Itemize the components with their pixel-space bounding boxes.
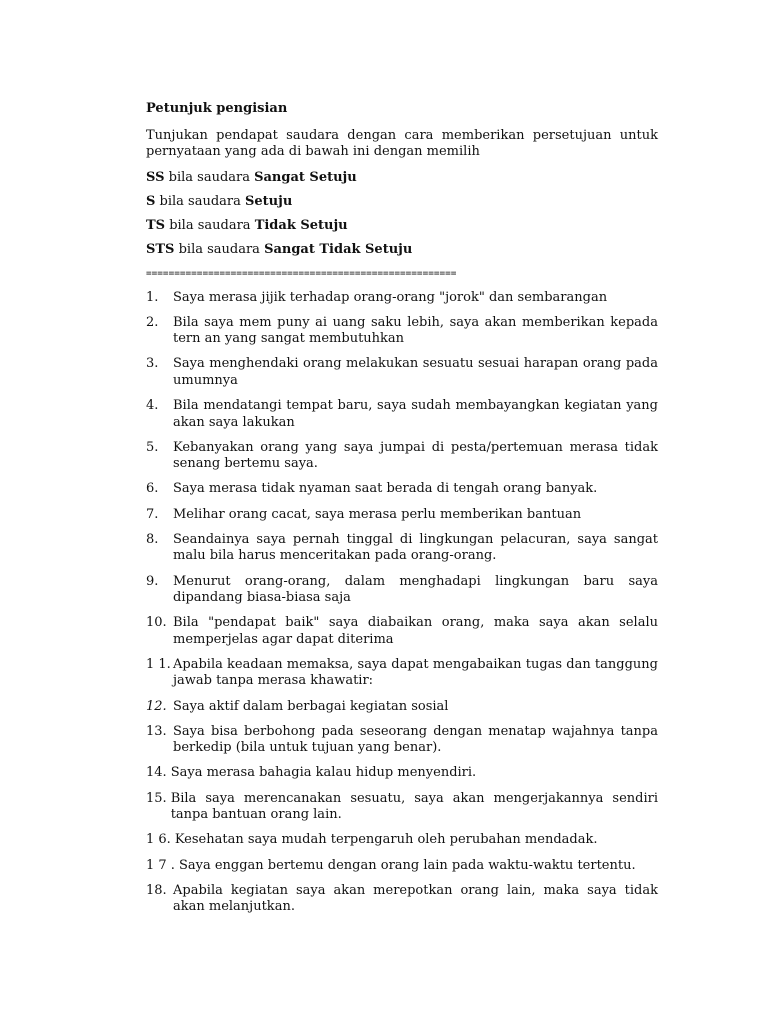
scale-mid: bila saudara xyxy=(155,193,246,209)
item-text: Menurut orang-orang, dalam menghadapi lingkungan baru saya dipandang biasa-biasa saja xyxy=(173,573,658,605)
scale-mid: bila saudara xyxy=(174,241,265,257)
scale-code: TS xyxy=(146,217,166,233)
list-item xyxy=(146,883,658,916)
scale-code: S xyxy=(146,193,156,209)
scale-label: Sangat Tidak Setuju xyxy=(264,241,413,257)
item-number: 1 1. xyxy=(146,656,171,672)
item-text: Seandainya saya pernah tinggal di lingkungan pelacuran, saya sangat malu bila harus menceritakan pada orang-orang. xyxy=(173,531,658,564)
scale-ss xyxy=(146,170,658,187)
scale-mid: bila saudara xyxy=(165,217,255,233)
scale-label: Setuju xyxy=(245,193,293,209)
list-item xyxy=(146,699,658,716)
scale-mid: bila saudara xyxy=(164,169,255,185)
item-text: Saya aktif dalam berbagai kegiatan sosial xyxy=(173,698,449,714)
item-number: 7. xyxy=(146,506,159,522)
item-text: Bila saya merencanakan sesuatu, saya akan mengerjakannya sendiri tanpa bantuan orang lain. xyxy=(170,790,658,823)
list-item xyxy=(146,481,658,498)
item-number: 18. xyxy=(146,882,167,898)
list-item xyxy=(146,398,658,431)
scale-label: Tidak Setuju xyxy=(254,217,348,233)
item-text: Saya merasa jijik terhadap orang-orang "jorok" dan sembarangan xyxy=(173,289,608,305)
statement-list xyxy=(146,290,658,916)
item-number: 9. xyxy=(146,573,159,589)
scale-sts xyxy=(146,242,658,259)
list-item xyxy=(146,507,658,524)
item-text: Saya merasa bahagia kalau hidup menyendiri. xyxy=(170,765,477,781)
list-item xyxy=(146,356,658,389)
scale-ts xyxy=(146,218,658,235)
item-number: 4. xyxy=(146,398,159,414)
list-item xyxy=(146,574,658,607)
page-title: Petunjuk pengisian xyxy=(146,101,288,116)
item-text: Bila saya mem puny ai uang saku lebih, saya akan memberikan kepada tern an yang sangat membutuhkan xyxy=(173,314,658,347)
scale-legend xyxy=(146,170,658,259)
list-item xyxy=(146,791,658,824)
item-text: Bila "pendapat baik" saya diabaikan orang, maka saya akan selalu memperjelas agar dapat diterima xyxy=(173,615,658,647)
scale-label: Sangat Setuju xyxy=(254,169,357,185)
list-item xyxy=(146,440,658,473)
list-item xyxy=(146,858,658,875)
list-item xyxy=(146,832,658,849)
list-item xyxy=(146,615,658,648)
item-number: 1. xyxy=(146,289,159,305)
item-number: 6. xyxy=(146,481,159,497)
item-number: 10. xyxy=(146,615,167,631)
item-text: Saya merasa tidak nyaman saat berada di tengah orang banyak. xyxy=(173,481,598,497)
item-text: Kebanyakan orang yang saya jumpai di pesta/pertemuan merasa tidak senang bertemu saya. xyxy=(173,439,658,472)
list-item xyxy=(146,290,658,307)
item-text: Saya menghendaki orang melakukan sesuatu sesuai harapan orang pada umumnya xyxy=(173,356,658,388)
scale-code: STS xyxy=(146,241,175,257)
questionnaire xyxy=(146,101,658,924)
list-item xyxy=(146,657,658,690)
item-number: 12. xyxy=(146,698,167,714)
item-number: 14. xyxy=(146,765,167,781)
item-number: 1 7 . xyxy=(146,857,175,873)
item-number: 15. xyxy=(146,790,167,806)
item-number: 3. xyxy=(146,356,159,372)
item-text: Apabila kegiatan saya akan merepotkan orang lain, maka saya tidak akan melanjutkan. xyxy=(173,882,658,915)
item-number: 13. xyxy=(146,723,167,739)
item-number: 5. xyxy=(146,439,159,455)
scale-s xyxy=(146,194,658,211)
item-number: 2. xyxy=(146,314,159,330)
item-number: 1 6. xyxy=(146,832,171,848)
item-number: 8. xyxy=(146,531,159,547)
item-text: Kesehatan saya mudah terpengaruh oleh perubahan mendadak. xyxy=(174,832,598,848)
item-text: Apabila keadaan memaksa, saya dapat mengabaikan tugas dan tanggung jawab tanpa merasa khawatir: xyxy=(173,656,658,689)
item-text: Bila mendatangi tempat baru, saya sudah membayangkan kegiatan yang akan saya lakukan xyxy=(173,398,658,430)
instructions-text: Tunjukan pendapat saudara dengan cara memberikan persetujuan untuk pernyataan yang ada di bawah ini dengan memilih xyxy=(146,127,658,159)
list-item xyxy=(146,532,658,565)
item-text: Melihar orang cacat, saya merasa perlu memberikan bantuan xyxy=(173,506,582,522)
scale-code: SS xyxy=(146,169,165,185)
item-text: Saya enggan bertemu dengan orang lain pada waktu-waktu tertentu. xyxy=(178,857,636,873)
divider-line: ======================================================= xyxy=(146,267,457,279)
list-item xyxy=(146,765,658,782)
list-item xyxy=(146,724,658,757)
item-text: Saya bisa berbohong pada seseorang dengan menatap wajahnya tanpa berkedip (bila untuk tujuan yang benar). xyxy=(173,723,658,756)
list-item xyxy=(146,315,658,348)
